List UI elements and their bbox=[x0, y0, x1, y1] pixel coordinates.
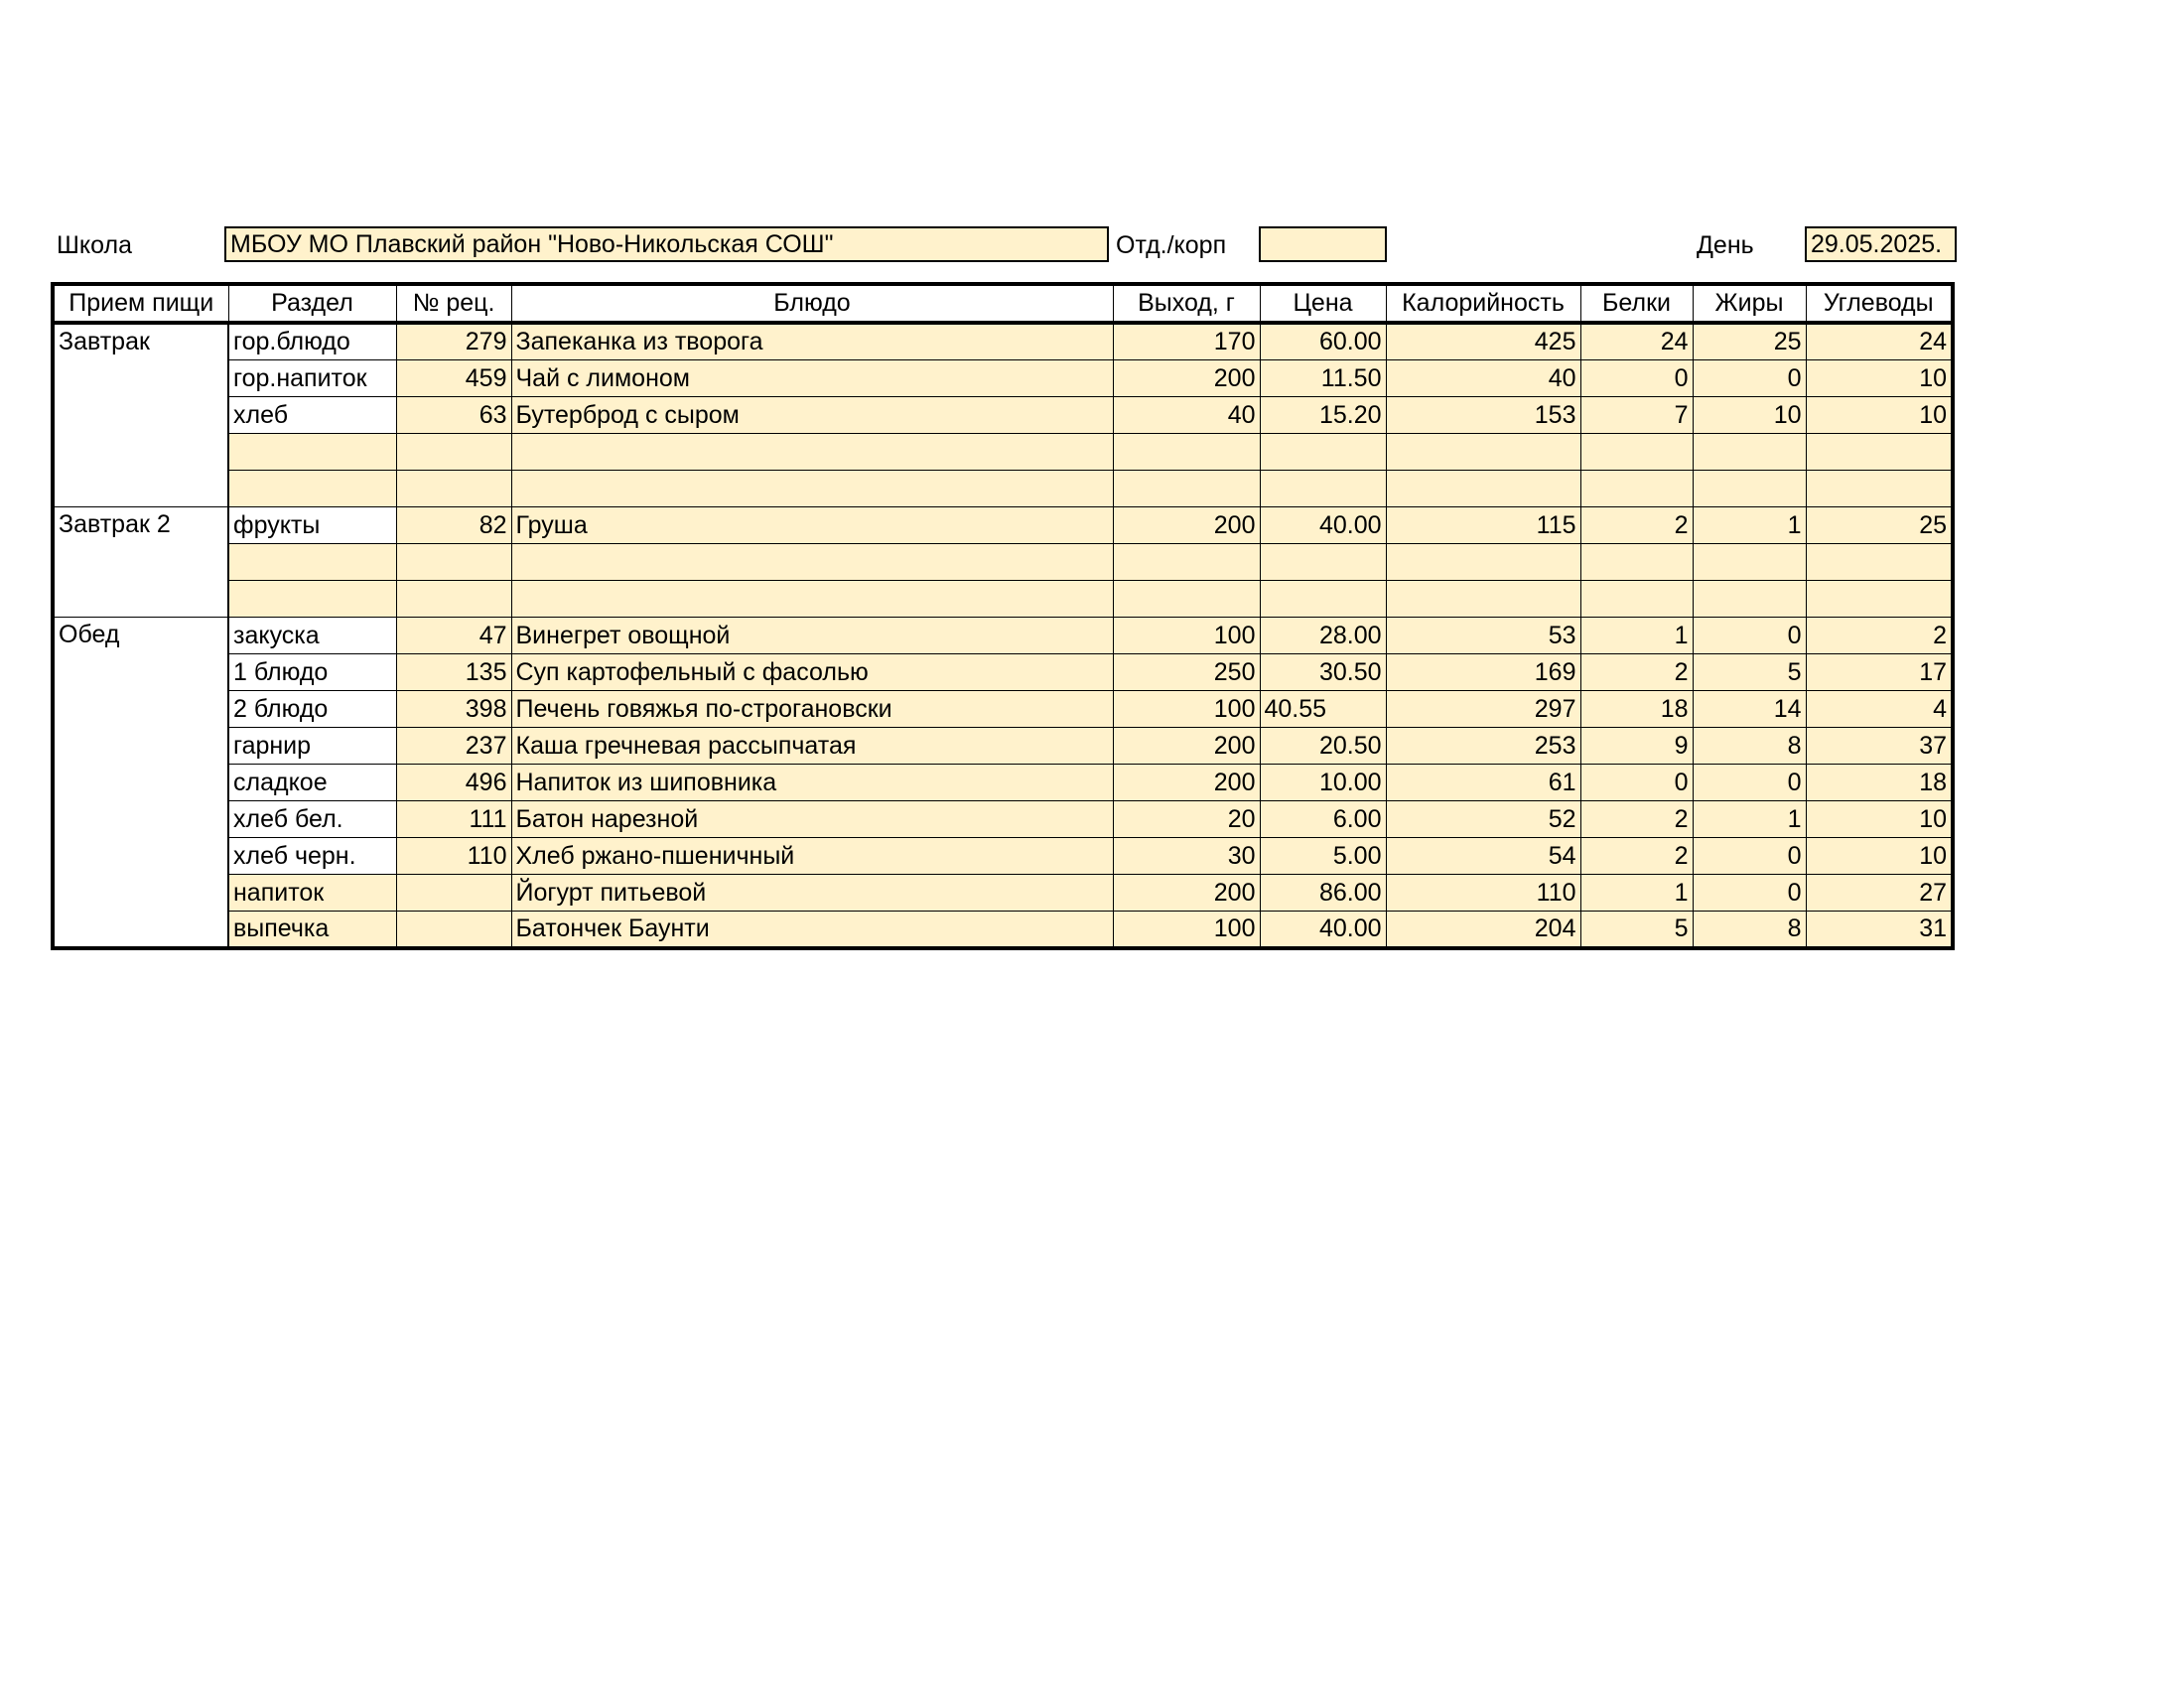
section-cell[interactable]: хлеб бел. bbox=[228, 801, 396, 838]
school-label: Школа bbox=[57, 231, 132, 259]
fat-cell[interactable]: 8 bbox=[1693, 728, 1806, 765]
kcal-cell[interactable]: 54 bbox=[1386, 838, 1580, 875]
yield-cell[interactable]: 200 bbox=[1113, 875, 1260, 912]
kcal-cell[interactable]: 253 bbox=[1386, 728, 1580, 765]
dish-cell[interactable]: Йогурт питьевой bbox=[511, 875, 1113, 912]
kcal-cell[interactable]: 425 bbox=[1386, 323, 1580, 360]
yield-cell[interactable]: 250 bbox=[1113, 654, 1260, 691]
price-cell[interactable] bbox=[1260, 581, 1386, 618]
recipe-cell[interactable]: 82 bbox=[396, 507, 511, 544]
section-cell[interactable] bbox=[228, 471, 396, 507]
kcal-cell[interactable]: 52 bbox=[1386, 801, 1580, 838]
fat-cell[interactable]: 0 bbox=[1693, 618, 1806, 654]
day-label: День bbox=[1697, 231, 1754, 259]
carbs-cell[interactable]: 10 bbox=[1806, 360, 1953, 397]
price-cell[interactable]: 11.50 bbox=[1260, 360, 1386, 397]
protein-cell[interactable] bbox=[1580, 471, 1693, 507]
fat-cell[interactable]: 10 bbox=[1693, 397, 1806, 434]
yield-cell[interactable]: 40 bbox=[1113, 397, 1260, 434]
recipe-cell[interactable]: 496 bbox=[396, 765, 511, 801]
kcal-cell[interactable]: 110 bbox=[1386, 875, 1580, 912]
header-row bbox=[53, 284, 1953, 323]
price-cell[interactable] bbox=[1260, 434, 1386, 471]
recipe-cell[interactable] bbox=[396, 434, 511, 471]
section-cell[interactable]: гарнир bbox=[228, 728, 396, 765]
recipe-cell[interactable]: 279 bbox=[396, 323, 511, 360]
fat-cell[interactable] bbox=[1693, 434, 1806, 471]
kcal-cell[interactable]: 53 bbox=[1386, 618, 1580, 654]
fat-cell[interactable]: 14 bbox=[1693, 691, 1806, 728]
table-row bbox=[53, 507, 1953, 544]
fat-cell[interactable]: 8 bbox=[1693, 912, 1806, 949]
fat-cell[interactable]: 1 bbox=[1693, 507, 1806, 544]
protein-cell[interactable]: 7 bbox=[1580, 397, 1693, 434]
col-header: Углеводы bbox=[1806, 284, 1953, 323]
recipe-cell[interactable] bbox=[396, 875, 511, 912]
fat-cell[interactable] bbox=[1693, 471, 1806, 507]
price-cell[interactable]: 86.00 bbox=[1260, 875, 1386, 912]
kcal-cell[interactable] bbox=[1386, 544, 1580, 581]
recipe-cell[interactable]: 398 bbox=[396, 691, 511, 728]
price-cell[interactable]: 28.00 bbox=[1260, 618, 1386, 654]
recipe-cell[interactable] bbox=[396, 471, 511, 507]
dish-cell[interactable] bbox=[511, 544, 1113, 581]
recipe-cell[interactable] bbox=[396, 544, 511, 581]
yield-cell[interactable]: 200 bbox=[1113, 360, 1260, 397]
price-cell[interactable]: 40.00 bbox=[1260, 507, 1386, 544]
kcal-cell[interactable]: 61 bbox=[1386, 765, 1580, 801]
dish-cell[interactable]: Печень говяжья по-строгановски bbox=[511, 691, 1113, 728]
table-row bbox=[53, 691, 1953, 728]
kcal-cell[interactable]: 115 bbox=[1386, 507, 1580, 544]
fat-cell[interactable]: 25 bbox=[1693, 323, 1806, 360]
table-row bbox=[53, 801, 1953, 838]
protein-cell[interactable]: 24 bbox=[1580, 323, 1693, 360]
dish-cell[interactable]: Батончек Баунти bbox=[511, 912, 1113, 949]
table-row bbox=[53, 360, 1953, 397]
dept-field[interactable] bbox=[1259, 226, 1387, 262]
price-cell[interactable]: 5.00 bbox=[1260, 838, 1386, 875]
carbs-cell[interactable]: 18 bbox=[1806, 765, 1953, 801]
yield-cell[interactable] bbox=[1113, 434, 1260, 471]
price-cell[interactable]: 15.20 bbox=[1260, 397, 1386, 434]
carbs-cell[interactable]: 25 bbox=[1806, 507, 1953, 544]
col-header: Раздел bbox=[228, 284, 396, 323]
kcal-cell[interactable]: 204 bbox=[1386, 912, 1580, 949]
price-cell[interactable]: 40.55 bbox=[1260, 691, 1386, 728]
kcal-cell[interactable] bbox=[1386, 581, 1580, 618]
yield-cell[interactable]: 200 bbox=[1113, 507, 1260, 544]
recipe-cell[interactable]: 459 bbox=[396, 360, 511, 397]
fat-cell[interactable] bbox=[1693, 581, 1806, 618]
recipe-cell[interactable]: 47 bbox=[396, 618, 511, 654]
recipe-cell[interactable]: 63 bbox=[396, 397, 511, 434]
fat-cell[interactable]: 0 bbox=[1693, 838, 1806, 875]
dept-label: Отд./корп bbox=[1116, 231, 1227, 259]
table-row bbox=[53, 618, 1953, 654]
dish-cell[interactable]: Суп картофельный с фасолью bbox=[511, 654, 1113, 691]
dish-cell[interactable]: Винегрет овощной bbox=[511, 618, 1113, 654]
fat-cell[interactable]: 0 bbox=[1693, 360, 1806, 397]
carbs-cell[interactable]: 17 bbox=[1806, 654, 1953, 691]
protein-cell[interactable]: 5 bbox=[1580, 912, 1693, 949]
carbs-cell[interactable]: 31 bbox=[1806, 912, 1953, 949]
table-row bbox=[53, 434, 1953, 471]
kcal-cell[interactable]: 297 bbox=[1386, 691, 1580, 728]
col-header: Блюдо bbox=[511, 284, 1113, 323]
section-cell[interactable]: фрукты bbox=[228, 507, 396, 544]
table-row bbox=[53, 838, 1953, 875]
recipe-cell[interactable]: 135 bbox=[396, 654, 511, 691]
protein-cell[interactable]: 18 bbox=[1580, 691, 1693, 728]
section-cell[interactable]: закуска bbox=[228, 618, 396, 654]
price-cell[interactable]: 60.00 bbox=[1260, 323, 1386, 360]
table-row bbox=[53, 471, 1953, 507]
protein-cell[interactable]: 1 bbox=[1580, 875, 1693, 912]
dish-cell[interactable]: Бутерброд с сыром bbox=[511, 397, 1113, 434]
dish-cell[interactable]: Каша гречневая рассыпчатая bbox=[511, 728, 1113, 765]
price-cell[interactable] bbox=[1260, 544, 1386, 581]
yield-cell[interactable]: 100 bbox=[1113, 618, 1260, 654]
table-row bbox=[53, 912, 1953, 949]
yield-cell[interactable] bbox=[1113, 544, 1260, 581]
table-row bbox=[53, 875, 1953, 912]
section-cell[interactable] bbox=[228, 434, 396, 471]
dish-cell[interactable] bbox=[511, 471, 1113, 507]
meal-cell: Обед bbox=[53, 618, 228, 949]
col-header: Выход, г bbox=[1113, 284, 1260, 323]
protein-cell[interactable]: 0 bbox=[1580, 765, 1693, 801]
price-cell[interactable]: 30.50 bbox=[1260, 654, 1386, 691]
dish-cell[interactable]: Напиток из шиповника bbox=[511, 765, 1113, 801]
carbs-cell[interactable]: 10 bbox=[1806, 838, 1953, 875]
price-cell[interactable]: 40.00 bbox=[1260, 912, 1386, 949]
section-cell[interactable]: 1 блюдо bbox=[228, 654, 396, 691]
price-cell[interactable]: 6.00 bbox=[1260, 801, 1386, 838]
yield-cell[interactable]: 170 bbox=[1113, 323, 1260, 360]
table-row bbox=[53, 397, 1953, 434]
carbs-cell[interactable] bbox=[1806, 434, 1953, 471]
col-header: Цена bbox=[1260, 284, 1386, 323]
section-cell[interactable] bbox=[228, 581, 396, 618]
yield-cell[interactable]: 30 bbox=[1113, 838, 1260, 875]
carbs-cell[interactable]: 37 bbox=[1806, 728, 1953, 765]
yield-cell[interactable] bbox=[1113, 581, 1260, 618]
carbs-cell[interactable]: 27 bbox=[1806, 875, 1953, 912]
table-row bbox=[53, 728, 1953, 765]
protein-cell[interactable]: 2 bbox=[1580, 507, 1693, 544]
fat-cell[interactable]: 5 bbox=[1693, 654, 1806, 691]
table-row bbox=[53, 654, 1953, 691]
carbs-cell[interactable] bbox=[1806, 581, 1953, 618]
yield-cell[interactable]: 200 bbox=[1113, 765, 1260, 801]
col-header: Жиры bbox=[1693, 284, 1806, 323]
day-field[interactable]: 29.05.2025. bbox=[1805, 226, 1957, 262]
protein-cell[interactable]: 9 bbox=[1580, 728, 1693, 765]
dish-cell[interactable]: Чай с лимоном bbox=[511, 360, 1113, 397]
yield-cell[interactable] bbox=[1113, 471, 1260, 507]
kcal-cell[interactable] bbox=[1386, 434, 1580, 471]
dish-cell[interactable]: Груша bbox=[511, 507, 1113, 544]
table-row bbox=[53, 323, 1953, 360]
recipe-cell[interactable]: 111 bbox=[396, 801, 511, 838]
fat-cell[interactable]: 1 bbox=[1693, 801, 1806, 838]
protein-cell[interactable] bbox=[1580, 434, 1693, 471]
section-cell[interactable]: гор.блюдо bbox=[228, 323, 396, 360]
carbs-cell[interactable] bbox=[1806, 471, 1953, 507]
section-cell[interactable]: хлеб черн. bbox=[228, 838, 396, 875]
carbs-cell[interactable]: 10 bbox=[1806, 801, 1953, 838]
protein-cell[interactable]: 2 bbox=[1580, 654, 1693, 691]
kcal-cell[interactable]: 153 bbox=[1386, 397, 1580, 434]
recipe-cell[interactable] bbox=[396, 581, 511, 618]
col-header: Белки bbox=[1580, 284, 1693, 323]
yield-cell[interactable]: 200 bbox=[1113, 728, 1260, 765]
menu-table bbox=[51, 282, 1955, 950]
carbs-cell[interactable]: 4 bbox=[1806, 691, 1953, 728]
dish-cell[interactable]: Запеканка из творога bbox=[511, 323, 1113, 360]
recipe-cell[interactable] bbox=[396, 912, 511, 949]
price-cell[interactable]: 10.00 bbox=[1260, 765, 1386, 801]
col-header: Калорийность bbox=[1386, 284, 1580, 323]
school-name-field[interactable]: МБОУ МО Плавский район "Ново-Никольская СОШ" bbox=[224, 226, 1109, 262]
carbs-cell[interactable]: 10 bbox=[1806, 397, 1953, 434]
price-cell[interactable] bbox=[1260, 471, 1386, 507]
yield-cell[interactable]: 100 bbox=[1113, 691, 1260, 728]
carbs-cell[interactable] bbox=[1806, 544, 1953, 581]
yield-cell[interactable]: 100 bbox=[1113, 912, 1260, 949]
dish-cell[interactable] bbox=[511, 581, 1113, 618]
col-header: № рец. bbox=[396, 284, 511, 323]
yield-cell[interactable]: 20 bbox=[1113, 801, 1260, 838]
kcal-cell[interactable]: 169 bbox=[1386, 654, 1580, 691]
section-cell[interactable]: 2 блюдо bbox=[228, 691, 396, 728]
section-cell[interactable]: выпечка bbox=[228, 912, 396, 949]
table-row bbox=[53, 765, 1953, 801]
carbs-cell[interactable]: 2 bbox=[1806, 618, 1953, 654]
section-cell[interactable]: сладкое bbox=[228, 765, 396, 801]
fat-cell[interactable]: 0 bbox=[1693, 875, 1806, 912]
meal-cell: Завтрак 2 bbox=[53, 507, 228, 618]
fat-cell[interactable]: 0 bbox=[1693, 765, 1806, 801]
section-cell[interactable]: хлеб bbox=[228, 397, 396, 434]
protein-cell[interactable] bbox=[1580, 581, 1693, 618]
recipe-cell[interactable]: 110 bbox=[396, 838, 511, 875]
section-cell[interactable]: напиток bbox=[228, 875, 396, 912]
protein-cell[interactable]: 2 bbox=[1580, 838, 1693, 875]
section-cell[interactable] bbox=[228, 544, 396, 581]
kcal-cell[interactable] bbox=[1386, 471, 1580, 507]
dish-cell[interactable]: Батон нарезной bbox=[511, 801, 1113, 838]
recipe-cell[interactable]: 237 bbox=[396, 728, 511, 765]
dish-cell[interactable] bbox=[511, 434, 1113, 471]
meal-cell: Завтрак bbox=[53, 323, 228, 507]
col-header: Прием пищи bbox=[53, 284, 228, 323]
carbs-cell[interactable]: 24 bbox=[1806, 323, 1953, 360]
protein-cell[interactable] bbox=[1580, 544, 1693, 581]
dish-cell[interactable]: Хлеб ржано-пшеничный bbox=[511, 838, 1113, 875]
fat-cell[interactable] bbox=[1693, 544, 1806, 581]
table-row bbox=[53, 544, 1953, 581]
protein-cell[interactable]: 2 bbox=[1580, 801, 1693, 838]
kcal-cell[interactable]: 40 bbox=[1386, 360, 1580, 397]
protein-cell[interactable]: 1 bbox=[1580, 618, 1693, 654]
table-row bbox=[53, 581, 1953, 618]
protein-cell[interactable]: 0 bbox=[1580, 360, 1693, 397]
section-cell[interactable]: гор.напиток bbox=[228, 360, 396, 397]
price-cell[interactable]: 20.50 bbox=[1260, 728, 1386, 765]
